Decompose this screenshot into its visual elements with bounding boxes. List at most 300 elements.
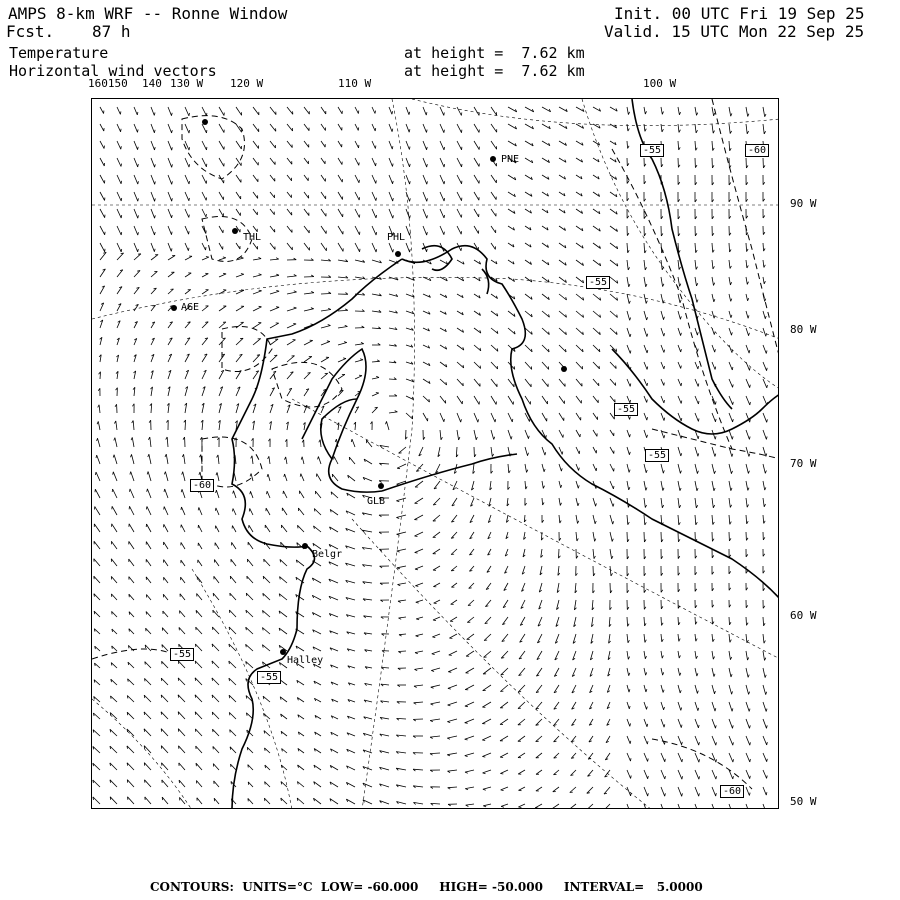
wind-vector (117, 243, 121, 252)
wind-vector (246, 644, 253, 651)
contour-se (652, 739, 752, 789)
wind-vector (695, 413, 698, 421)
wind-vector (229, 695, 236, 702)
lon-line-40 (192, 569, 292, 809)
wind-vector-head (393, 181, 394, 184)
wind-vector (389, 158, 393, 167)
wind-vector (93, 730, 100, 736)
wind-vector-head (155, 232, 156, 235)
wind-vector (111, 679, 117, 685)
wind-vector (729, 685, 732, 694)
wind-vector (317, 474, 321, 481)
wind-vector-head (444, 181, 445, 184)
wind-vector-head (631, 776, 632, 779)
wind-vector (285, 474, 287, 481)
wind-vector (202, 274, 208, 277)
wind-vector-head (663, 488, 664, 491)
wind-vector (406, 107, 409, 115)
wind-vector-head (698, 384, 699, 387)
wind-vector (695, 498, 696, 508)
wind-vector-head (631, 758, 632, 761)
wind-vector-head (664, 724, 665, 727)
wind-vector-head (97, 438, 98, 441)
wind-vector-head (172, 198, 173, 201)
wind-vector-head (392, 146, 393, 149)
wind-vector-head (698, 725, 699, 728)
wind-vector-head (731, 471, 732, 474)
wind-vector-head (284, 474, 285, 477)
wind-vector-head (343, 358, 346, 359)
wind-vector (695, 362, 698, 369)
wind-vector (406, 175, 410, 184)
lon-line-30 (92, 699, 192, 809)
map-canvas (92, 99, 779, 809)
wind-vector (197, 594, 202, 601)
wind-vector (482, 702, 491, 707)
wind-vector-head (215, 508, 216, 511)
wind-vector-head (730, 282, 731, 285)
wind-vector-head (749, 437, 750, 440)
wind-vector (644, 753, 648, 762)
lon-line-60 (292, 399, 779, 659)
wind-vector (219, 274, 226, 277)
wind-vector-head (396, 501, 399, 502)
wind-vector (627, 668, 629, 676)
wind-vector (279, 628, 287, 634)
wind-vector (134, 107, 137, 115)
wind-vector (712, 651, 713, 659)
wind-vector-head (501, 806, 504, 807)
wind-vector (165, 489, 168, 498)
wind-vector (168, 107, 172, 116)
wind-vector (131, 472, 134, 481)
wind-vector (763, 243, 764, 251)
wind-vector-head (767, 725, 768, 728)
wind-vector (746, 736, 750, 745)
wind-vector (678, 294, 680, 303)
wind-vector-head (630, 334, 631, 337)
wind-vector (553, 787, 559, 792)
wind-vector (423, 158, 427, 167)
wind-vector (98, 421, 100, 430)
wind-vector-head (511, 436, 512, 439)
wind-vector (644, 413, 647, 420)
wind-vector-head (189, 198, 190, 201)
wind-vector-head (189, 215, 190, 218)
wind-vector (610, 532, 612, 542)
wind-vector-head (679, 655, 680, 658)
wind-vector (644, 430, 647, 438)
wind-vector (474, 158, 479, 167)
wind-vector-head (189, 130, 190, 133)
wind-vector (491, 141, 497, 149)
wind-vector-head (646, 301, 647, 304)
wind-vector-head (543, 486, 544, 489)
wind-vector-head (431, 671, 434, 672)
wind-vector (287, 243, 292, 250)
wind-vector (304, 293, 314, 294)
wind-vector (287, 324, 296, 328)
wind-vector-head (681, 708, 682, 711)
wind-vector (219, 209, 223, 216)
wind-vector (474, 107, 479, 115)
wind-vector-head (410, 198, 411, 201)
wind-vector (147, 524, 152, 532)
wind-vector (678, 634, 679, 641)
station-label-halley: Halley (287, 655, 324, 666)
wind-vector-head (263, 576, 264, 579)
wind-vector (500, 685, 508, 692)
wind-vector-head (698, 708, 699, 711)
wind-vector (644, 328, 647, 337)
wind-vector (456, 447, 457, 457)
wind-vector (729, 277, 730, 285)
wind-vector (415, 481, 423, 487)
wind-vector (678, 753, 682, 762)
wind-vector (763, 107, 765, 117)
wind-vector-head (155, 198, 156, 201)
wind-vector-head (398, 585, 401, 586)
wind-vector (423, 209, 427, 218)
wind-vector (610, 243, 618, 249)
wind-vector (644, 685, 646, 692)
wind-vector (518, 770, 525, 774)
wind-vector-head (393, 215, 394, 218)
wind-vector (763, 498, 764, 507)
wind-vector (500, 736, 508, 741)
wind-vector-head (138, 232, 139, 235)
wind-vector (414, 515, 423, 520)
wind-vector (763, 260, 764, 268)
wind-vector-head (748, 114, 749, 117)
wind-vector (450, 617, 457, 621)
wind-vector (304, 192, 309, 198)
wind-vector (763, 328, 766, 336)
wind-vector (202, 141, 207, 150)
wind-vector (229, 627, 236, 634)
wind-vector (94, 594, 100, 600)
plot-title: AMPS 8-km WRF -- Ronne Window (8, 4, 288, 23)
wind-vector (321, 141, 325, 147)
wind-vector (712, 753, 716, 762)
wind-vector-head (765, 471, 766, 474)
wind-vector (130, 506, 135, 515)
wind-vector (178, 695, 185, 702)
wind-vector (163, 611, 168, 617)
wind-vector (746, 294, 748, 301)
wind-vector-head (410, 249, 411, 252)
wind-vector-head (276, 307, 279, 308)
wind-vector-head (129, 612, 130, 615)
wind-vector-head (544, 469, 545, 472)
wind-vector-head (560, 503, 561, 506)
wind-vector-head (138, 249, 139, 252)
wind-vector (234, 473, 236, 481)
wind-vector-head (767, 368, 768, 371)
wind-vector (746, 719, 750, 728)
wind-vector-head (259, 290, 262, 291)
wind-vector (270, 355, 277, 362)
wind-vector-head (162, 645, 163, 648)
wind-vector (414, 702, 423, 703)
wind-vector-head (427, 147, 428, 150)
lat-line-upper (412, 99, 779, 126)
wind-vector-head (216, 472, 217, 475)
wind-vector (304, 141, 309, 147)
wind-vector-head (188, 248, 189, 251)
wind-vector (604, 787, 610, 794)
wind-vector-head (433, 620, 436, 621)
wind-vector (134, 271, 140, 278)
contour-nw-4 (272, 362, 342, 407)
wind-vector (217, 472, 219, 481)
wind-vector (501, 804, 508, 806)
wind-vector (678, 685, 680, 693)
wind-vector-head (630, 384, 631, 387)
wind-vector-head (595, 521, 596, 524)
wind-vector-head (121, 181, 122, 184)
wind-vector (338, 343, 347, 346)
station-dot-belgr (302, 543, 308, 549)
wind-vector (129, 524, 134, 532)
wind-vector (695, 447, 698, 456)
wind-vector-head (714, 299, 715, 302)
wind-vector (763, 702, 766, 712)
wind-vector-head (595, 539, 596, 542)
wind-vector (678, 702, 681, 710)
wind-vector (162, 763, 169, 770)
wind-vector-head (663, 284, 664, 287)
wind-vector (100, 226, 105, 235)
wind-vector-head (698, 419, 699, 422)
wind-vector (576, 345, 583, 352)
wind-vector (251, 491, 254, 498)
wind-vector (576, 294, 584, 300)
wind-vector (144, 763, 151, 770)
wind-vector-head (114, 438, 115, 441)
wind-vector (300, 491, 305, 498)
wind-vector (304, 309, 314, 311)
wind-vector-head (664, 435, 665, 438)
wind-vector (763, 770, 767, 778)
wind-vector-head (750, 385, 751, 388)
wind-vector (508, 464, 509, 473)
wind-vector (440, 107, 444, 115)
wind-vector (729, 362, 732, 370)
lon-label-140: 140 (142, 77, 162, 90)
wind-vector (249, 525, 253, 532)
wind-vector-head (375, 128, 376, 131)
wind-vector (542, 345, 549, 352)
wind-vector-head (250, 474, 251, 477)
wind-vector (466, 668, 474, 673)
wind-vector (181, 525, 185, 532)
wind-vector (763, 787, 766, 795)
wind-vector (117, 107, 120, 114)
wind-vector (100, 158, 104, 166)
wind-vector-head (376, 376, 379, 377)
wind-vector-head (713, 657, 714, 660)
wind-vector (270, 259, 279, 260)
wind-vector (372, 226, 376, 235)
wind-vector (185, 420, 186, 430)
wind-vector (93, 713, 100, 719)
wind-vector-head (765, 299, 766, 302)
wind-vector-head (212, 678, 213, 681)
wind-vector-head (427, 198, 428, 201)
wind-vector (519, 651, 525, 659)
forecast-hour: 87 h (92, 22, 131, 41)
wind-vector (474, 413, 478, 422)
wind-vector-head (716, 759, 717, 762)
wind-vector (253, 339, 261, 345)
wind-vector-head (749, 333, 750, 336)
wind-vector (202, 124, 207, 133)
wind-vector-head (327, 341, 330, 342)
wind-vector (433, 583, 440, 587)
wind-vector (695, 124, 696, 133)
wind-vector-head (415, 553, 418, 554)
wind-vector (297, 798, 304, 804)
wind-vector-head (750, 725, 751, 728)
wind-vector (746, 770, 750, 779)
wind-vector-head (646, 488, 647, 491)
wind-vector (661, 124, 662, 132)
wind-vector-head (561, 468, 562, 471)
wind-vector (483, 668, 491, 674)
wind-vector (483, 804, 491, 806)
wind-vector (304, 209, 309, 216)
wind-vector (389, 412, 397, 413)
wind-vector (729, 481, 731, 491)
wind-vector (576, 396, 581, 403)
wind-vector (457, 379, 463, 386)
wind-vector (145, 662, 151, 668)
wind-vector-head (95, 472, 96, 475)
wind-vector (712, 481, 714, 491)
wind-vector-head (181, 489, 182, 492)
wind-vector (712, 447, 715, 457)
wind-vector (321, 175, 325, 181)
wind-vector (627, 481, 629, 490)
wind-vector-head (765, 675, 766, 678)
wind-vector-head (195, 678, 196, 681)
wind-vector-head (444, 112, 445, 115)
wind-vector (448, 770, 458, 771)
wind-vector (483, 770, 491, 773)
contour-label-7: -55 (170, 648, 194, 661)
wind-vector (678, 311, 680, 319)
wind-vector (695, 328, 697, 335)
wind-vector-head (212, 712, 213, 715)
wind-vector (304, 226, 309, 233)
wind-vector (230, 747, 236, 753)
wind-vector-head (328, 325, 331, 326)
wind-vector (695, 515, 696, 525)
wind-vector (270, 209, 274, 215)
wind-vector (355, 107, 358, 114)
wind-vector (396, 498, 406, 501)
wind-vector (542, 328, 549, 335)
wind-vector-head (483, 773, 486, 774)
wind-vector (678, 141, 679, 150)
wind-vector-head (750, 759, 751, 762)
wind-vector (559, 277, 566, 283)
wind-vector (117, 175, 121, 184)
wind-vector (525, 311, 532, 317)
wind-vector (304, 107, 309, 114)
wind-vector (110, 797, 117, 804)
contour-label-1: -55 (640, 144, 664, 157)
wind-vector-head (665, 776, 666, 779)
wind-vector (474, 124, 479, 133)
wind-vector (518, 736, 525, 741)
wind-vector-head (195, 661, 196, 664)
wind-vector-head (172, 130, 173, 133)
wind-vector-head (715, 708, 716, 711)
wind-vector (644, 464, 646, 473)
wind-vector (251, 474, 253, 482)
wind-vector (678, 804, 681, 809)
wind-vector-head (465, 723, 468, 724)
wind-vector-head (376, 163, 377, 166)
wind-vector-head (664, 317, 665, 320)
wind-vector (94, 559, 100, 566)
wind-vector-head (376, 249, 377, 252)
wind-vector (627, 447, 629, 455)
wind-vector (678, 124, 679, 132)
wind-vector (128, 662, 134, 668)
wind-vector (502, 617, 508, 625)
wind-vector (431, 702, 441, 704)
wind-vector-head (300, 474, 301, 477)
station-label-age: AGE (181, 302, 200, 313)
wind-vector (355, 124, 358, 130)
wind-vector (518, 804, 525, 807)
wind-vector (253, 209, 257, 215)
wind-vector-head (716, 776, 717, 779)
wind-vector-head (629, 284, 630, 287)
wind-vector (610, 379, 616, 386)
wind-vector (214, 781, 219, 787)
wind-vector (569, 804, 576, 809)
wind-vector (661, 617, 662, 625)
wind-vector-head (648, 759, 649, 762)
wind-vector-head (416, 636, 419, 637)
wind-vector (712, 464, 714, 474)
wind-vector-head (765, 114, 766, 117)
wind-vector (397, 464, 406, 468)
wind-vector (587, 787, 593, 793)
wind-vector (491, 362, 498, 369)
wind-vector (542, 464, 544, 472)
wind-vector-head (732, 708, 733, 711)
wind-vector-head (223, 257, 226, 258)
wind-vector (559, 311, 567, 317)
wind-vector (432, 634, 440, 637)
wind-vector (129, 541, 134, 549)
wind-vector (212, 678, 219, 685)
wind-vector (162, 797, 168, 804)
wind-vector-head (716, 793, 717, 796)
wind-vector (627, 515, 628, 525)
wind-vector (451, 532, 457, 538)
wind-vector (542, 311, 549, 317)
wind-vector (270, 158, 275, 165)
wind-vector (610, 396, 615, 402)
wind-vector-head (182, 472, 183, 475)
wind-vector (586, 804, 593, 809)
